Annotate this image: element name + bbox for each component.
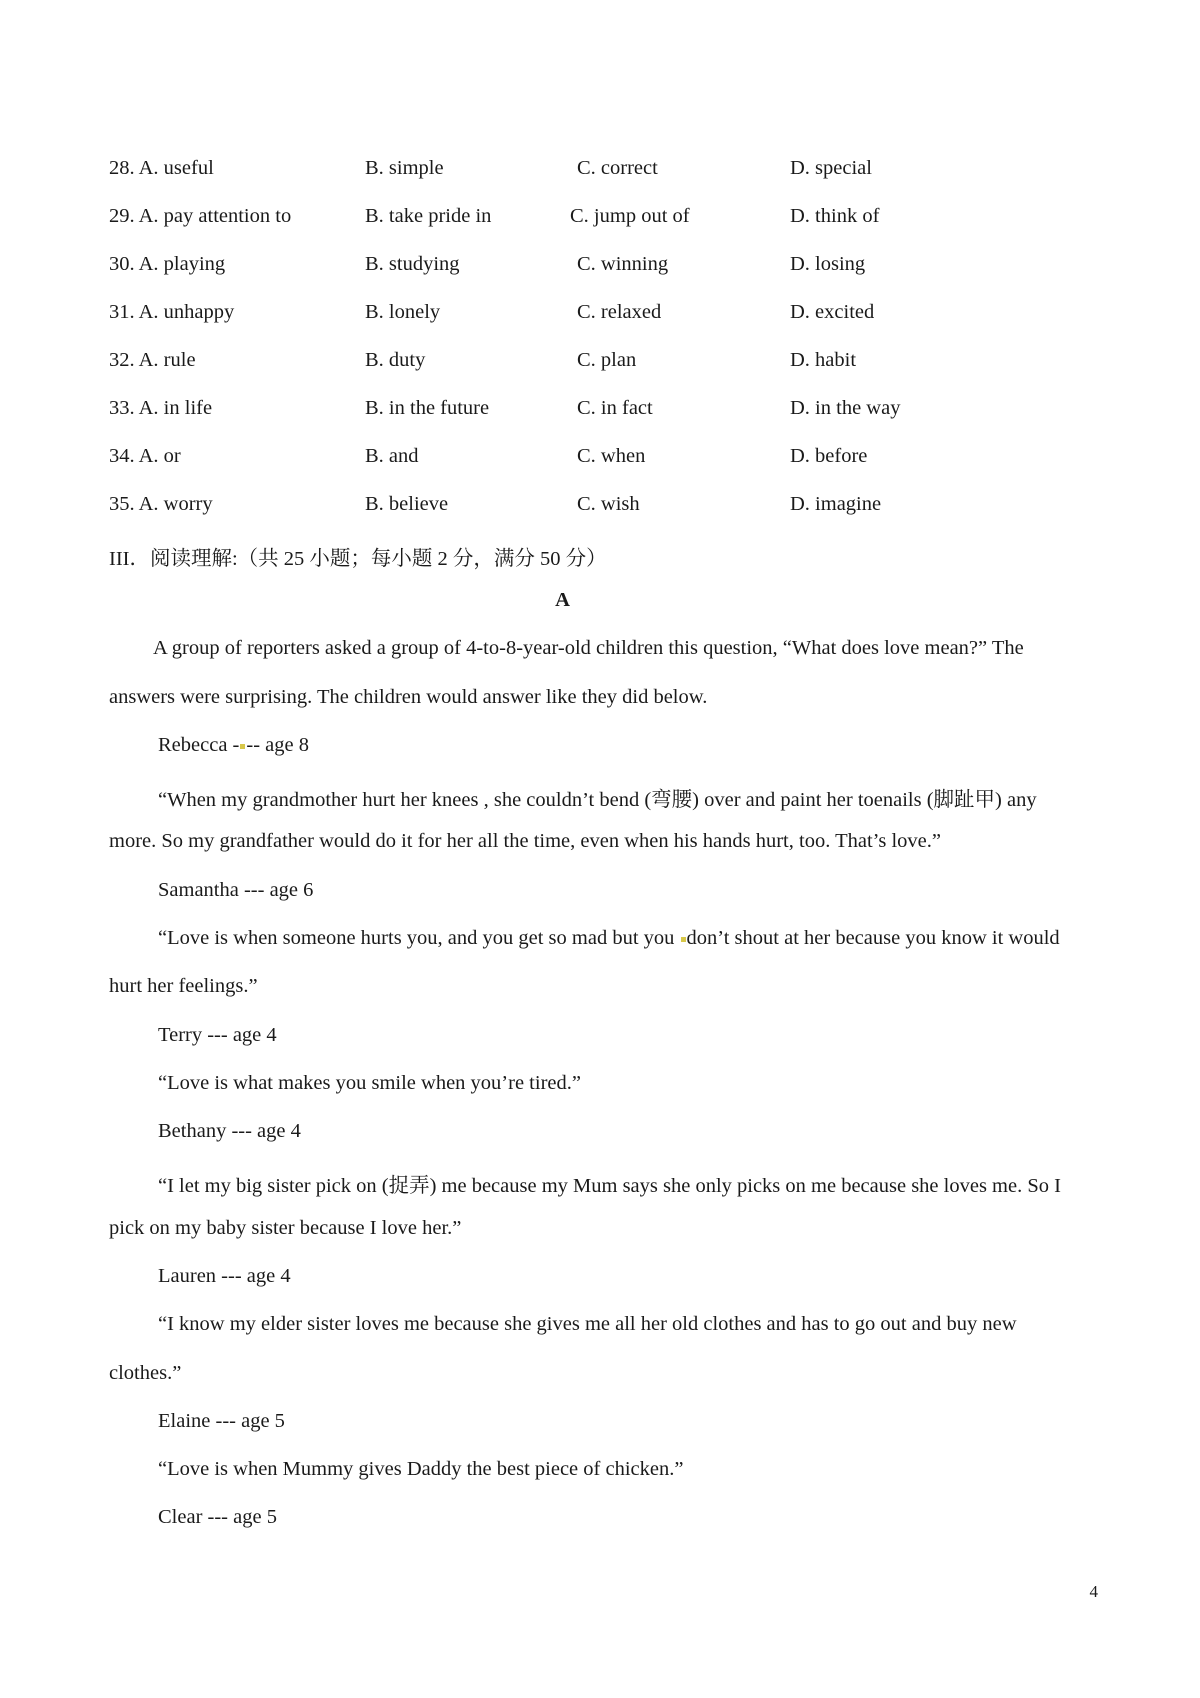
terry-quote: “Love is what makes you smile when you’re tired.” — [158, 1072, 581, 1094]
speaker-label-part: Rebecca - — [158, 734, 240, 756]
option-d: D. before — [790, 445, 868, 467]
option-d: D. in the way — [790, 397, 901, 419]
rebecca-quote-line-2: more. So my grandfather would do it for her all the time, even when his hands hurt, too. That’s love.” — [109, 830, 941, 852]
intro-line-1: A group of reporters asked a group of 4-to-8-year-old children this question, “What does love mean?” The — [153, 637, 1024, 659]
option-a: 29. A. pay attention to — [109, 205, 292, 227]
elaine-quote: “Love is when Mummy gives Daddy the best piece of chicken.” — [158, 1458, 684, 1480]
option-c: C. jump out of — [570, 205, 690, 227]
speaker-label-part: -- age 8 — [246, 734, 309, 756]
option-b: B. studying — [365, 253, 460, 275]
bethany-quote-line-2: pick on my baby sister because I love her.” — [109, 1217, 462, 1239]
lauren-quote-line-1: “I know my elder sister loves me because she gives me all her old clothes and has to go out and buy new — [158, 1313, 1017, 1335]
samantha-quote-line-2: hurt her feelings.” — [109, 975, 258, 997]
passage-heading: A — [555, 589, 570, 611]
option-c: C. winning — [577, 253, 669, 275]
option-a: 32. A. rule — [109, 349, 196, 371]
option-d: D. special — [790, 157, 872, 179]
option-c: C. correct — [577, 157, 658, 179]
question-33-options — [0, 397, 1200, 427]
speaker-bethany: Bethany --- age 4 — [158, 1120, 301, 1142]
quote-text-part: don’t shout at her because you know it would — [686, 927, 1060, 949]
page-number: 4 — [1089, 1582, 1098, 1601]
question-28-options — [0, 157, 1200, 187]
option-b: B. simple — [365, 157, 444, 179]
question-35-options — [0, 493, 1200, 523]
question-29-options — [0, 205, 1200, 235]
option-b: B. in the future — [365, 397, 490, 419]
question-30-options — [0, 253, 1200, 283]
speaker-clear: Clear --- age 5 — [158, 1506, 277, 1528]
question-32-options — [0, 349, 1200, 379]
option-d: D. imagine — [790, 493, 882, 515]
option-a: 35. A. worry — [109, 493, 213, 515]
question-34-options — [0, 445, 1200, 475]
bethany-quote-line-1: “I let my big sister pick on (捉弄) me because my Mum says she only picks on me because she loves me. So I — [158, 1175, 1061, 1197]
section-title: III．阅读理解:（共 25 小题；每小题 2 分，满分 50 分） — [109, 548, 607, 570]
speaker-rebecca — [158, 734, 309, 757]
option-d: D. habit — [790, 349, 857, 371]
option-c: C. wish — [577, 493, 640, 515]
question-31-options — [0, 301, 1200, 331]
speaker-samantha: Samantha --- age 6 — [158, 879, 314, 901]
highlight-mark — [240, 744, 245, 749]
option-c: C. plan — [577, 349, 637, 371]
option-b: B. lonely — [365, 301, 441, 323]
option-b: B. and — [365, 445, 419, 467]
option-c: C. when — [577, 445, 646, 467]
option-a: 34. A. or — [109, 445, 181, 467]
option-a: 33. A. in life — [109, 397, 213, 419]
option-c: C. in fact — [577, 397, 653, 419]
quote-text-part: “Love is when someone hurts you, and you get so mad but you — [158, 927, 680, 949]
speaker-lauren: Lauren --- age 4 — [158, 1265, 291, 1287]
option-a: 28. A. useful — [109, 157, 214, 179]
highlight-mark — [681, 937, 686, 942]
option-d: D. losing — [790, 253, 866, 275]
rebecca-quote-line-1: “When my grandmother hurt her knees , she couldn’t bend (弯腰) over and paint her toenails (脚趾甲) any — [158, 789, 1037, 811]
option-d: D. think of — [790, 205, 880, 227]
speaker-terry: Terry --- age 4 — [158, 1024, 277, 1046]
option-b: B. duty — [365, 349, 426, 371]
lauren-quote-line-2: clothes.” — [109, 1362, 182, 1384]
option-d: D. excited — [790, 301, 875, 323]
option-c: C. relaxed — [577, 301, 662, 323]
option-a: 30. A. playing — [109, 253, 226, 275]
option-b: B. take pride in — [365, 205, 492, 227]
speaker-elaine: Elaine --- age 5 — [158, 1410, 285, 1432]
samantha-quote-line-1 — [158, 927, 1060, 950]
option-b: B. believe — [365, 493, 449, 515]
intro-line-2: answers were surprising. The children would answer like they did below. — [109, 686, 708, 708]
option-a: 31. A. unhappy — [109, 301, 235, 323]
